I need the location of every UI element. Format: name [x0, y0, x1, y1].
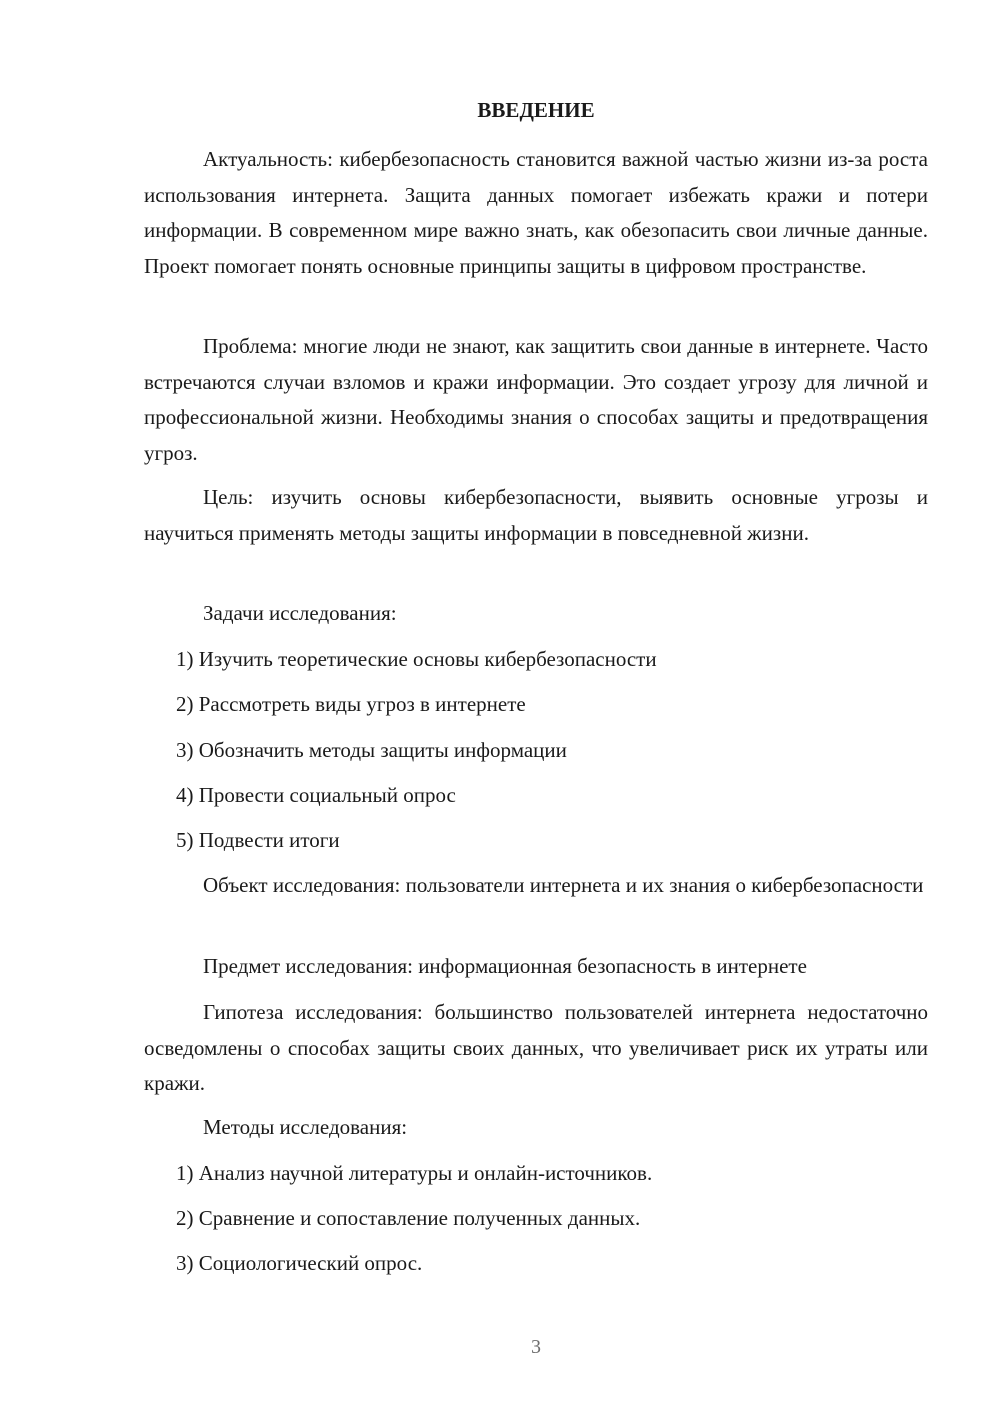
object-paragraph: Объект исследования: пользователи интернета и их знания о кибербезопасности: [203, 873, 924, 897]
task-item-1: 1) Изучить теоретические основы кибербезопасности: [176, 647, 657, 671]
method-item-3: 3) Социологический опрос.: [176, 1251, 423, 1275]
problem-paragraph: Проблема: многие люди не знают, как защитить свои данные в интернете. Часто встречаются случаи взломов и кражи информации. Это создает угрозу для личной и профессиональной жизни. Необходимы знания о способах защиты и предотвращения угроз.: [144, 334, 928, 465]
page-number: 3: [531, 1336, 541, 1358]
task-item-3: 3) Обозначить методы защиты информации: [176, 738, 567, 762]
methods-heading: Методы исследования:: [203, 1115, 408, 1139]
tasks-heading: Задачи исследования:: [203, 601, 397, 625]
goal-paragraph: Цель: изучить основы кибербезопасности, выявить основные угрозы и научиться применять методы защиты информации в повседневной жизни.: [144, 485, 928, 545]
task-item-2: 2) Рассмотреть виды угроз в интернете: [176, 692, 526, 716]
task-item-4: 4) Провести социальный опрос: [176, 783, 456, 807]
method-item-2: 2) Сравнение и сопоставление полученных данных.: [176, 1206, 641, 1230]
section-title: ВВЕДЕНИЕ: [477, 98, 595, 122]
hypothesis-paragraph: Гипотеза исследования: большинство пользователей интернета недостаточно осведомлены о способах защиты своих данных, что увеличивает риск их утраты или кражи.: [144, 1000, 928, 1095]
actuality-paragraph: Актуальность: кибербезопасность становится важной частью жизни из-за роста использования интернета. Защита данных помогает избежать кражи и потери информации. В современном мире важно знать, как обезопасить свои личные данные. Проект помогает понять основные принципы защиты в цифровом пространстве.: [144, 147, 928, 278]
method-item-1: 1) Анализ научной литературы и онлайн-источников.: [176, 1161, 653, 1185]
task-item-5: 5) Подвести итоги: [176, 828, 340, 852]
subject-paragraph: Предмет исследования: информационная безопасность в интернете: [203, 954, 807, 978]
